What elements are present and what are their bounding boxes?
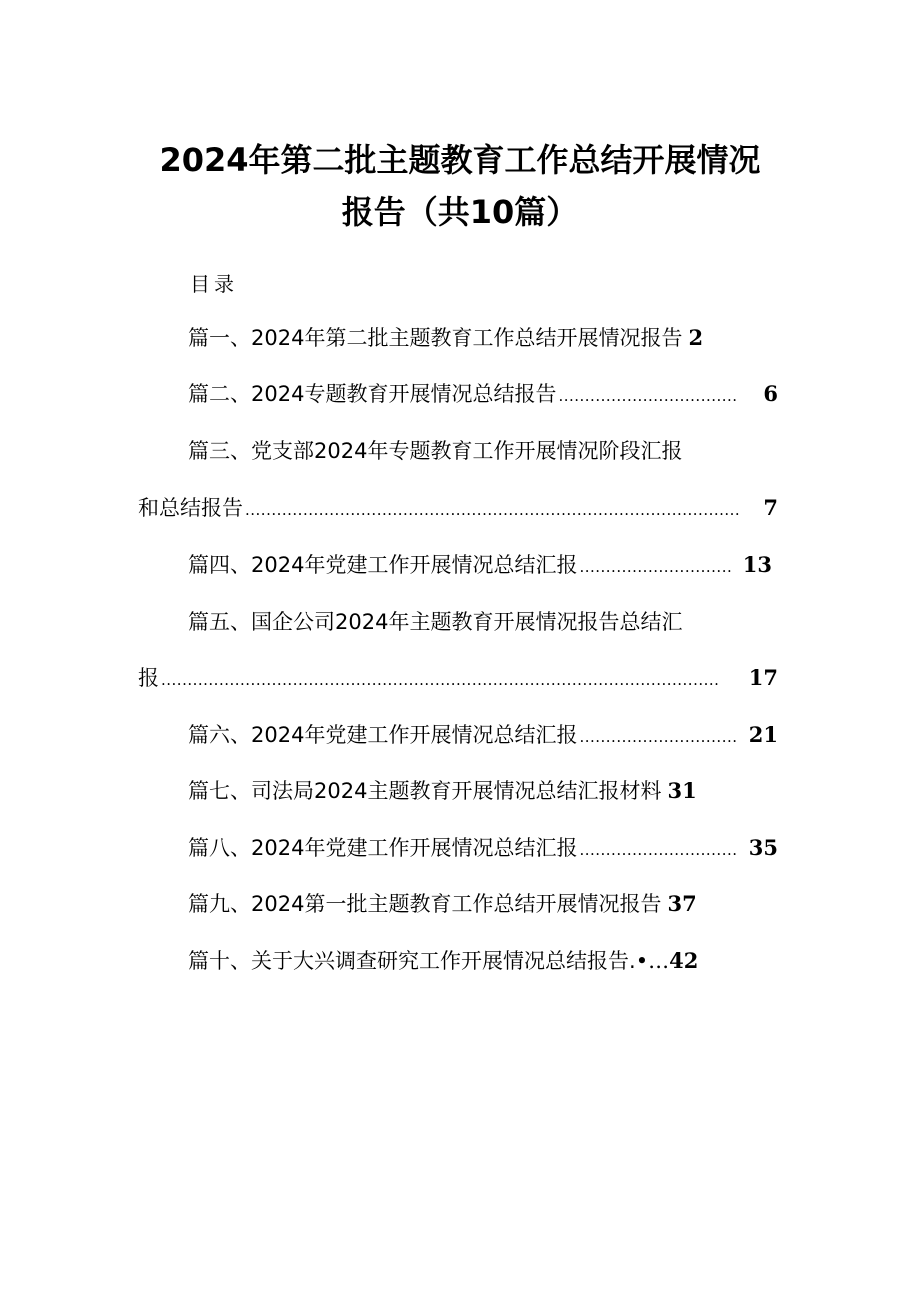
toc-entry-8[interactable] xyxy=(188,833,778,865)
toc-entry-text: 篇八、2024年党建工作开展情况总结汇报 xyxy=(188,836,578,860)
toc-entry-text: 和总结报告 xyxy=(138,496,243,520)
toc-heading: 目录 xyxy=(190,272,238,296)
toc-entry-text: 篇九、2024第一批主题教育工作总结开展情况报告 xyxy=(188,892,662,916)
document-title-line-1: 2024年第二批主题教育工作总结开展情况 xyxy=(159,141,761,179)
toc-entry-text: 篇四、2024年党建工作开展情况总结汇报 xyxy=(188,553,578,577)
toc-leader-dots: .......................................................................................................... xyxy=(161,671,720,689)
toc-entry-3-line-1[interactable] xyxy=(188,436,748,466)
toc-entry-page: 31 xyxy=(667,778,697,803)
toc-leader-dots: •… xyxy=(635,949,670,973)
toc-entry-10[interactable] xyxy=(188,946,748,976)
toc-entry-page: 17 xyxy=(748,665,778,690)
toc-entry-text: 篇六、2024年党建工作开展情况总结汇报 xyxy=(188,723,578,747)
toc-entry-page: 37 xyxy=(667,891,697,916)
toc-entry-page: 2 xyxy=(688,325,704,350)
toc-entry-text: 篇七、司法局2024主题教育开展情况总结汇报材料 xyxy=(188,779,662,803)
document-title-line-2: 报告（共10篇） xyxy=(341,193,579,231)
toc-leader-dots: .............................................................................................. xyxy=(245,501,741,519)
toc-entry-page: 42 xyxy=(669,948,699,973)
toc-entry-1[interactable] xyxy=(188,323,748,353)
toc-leader-dots: .............................. xyxy=(579,841,738,859)
toc-entry-page: 35 xyxy=(748,835,778,860)
toc-entry-page: 6 xyxy=(763,381,778,406)
toc-entry-text: 篇一、2024年第二批主题教育工作总结开展情况报告 xyxy=(188,326,683,350)
toc-entry-6[interactable] xyxy=(188,720,778,752)
toc-leader-dots: .................................. xyxy=(558,387,738,405)
toc-entry-2[interactable] xyxy=(188,379,778,411)
toc-entry-7[interactable] xyxy=(188,776,748,806)
toc-entry-9[interactable] xyxy=(188,889,748,919)
toc-entry-text: 篇五、国企公司2024年主题教育开展情况报告总结汇 xyxy=(188,610,683,634)
toc-entry-text: 篇三、党支部2024年专题教育工作开展情况阶段汇报 xyxy=(188,439,683,463)
toc-entry-5-line-1[interactable] xyxy=(188,607,748,637)
toc-entry-page: 7 xyxy=(763,495,778,520)
toc-entry-3-line-2[interactable] xyxy=(138,493,778,525)
toc-leader-dots: .............................. xyxy=(579,728,738,746)
toc-entry-text: 报 xyxy=(138,666,159,690)
toc-entry-page: 13 xyxy=(742,552,772,577)
toc-entry-text: 篇十、关于大兴调查研究工作开展情况总结报告. xyxy=(188,949,636,973)
toc-entry-5-line-2[interactable] xyxy=(138,663,778,695)
toc-leader-dots: ............................. xyxy=(579,558,733,576)
toc-entry-4[interactable] xyxy=(188,550,772,582)
toc-entry-text: 篇二、2024专题教育开展情况总结报告 xyxy=(188,382,557,406)
toc-entry-page: 21 xyxy=(748,722,778,747)
